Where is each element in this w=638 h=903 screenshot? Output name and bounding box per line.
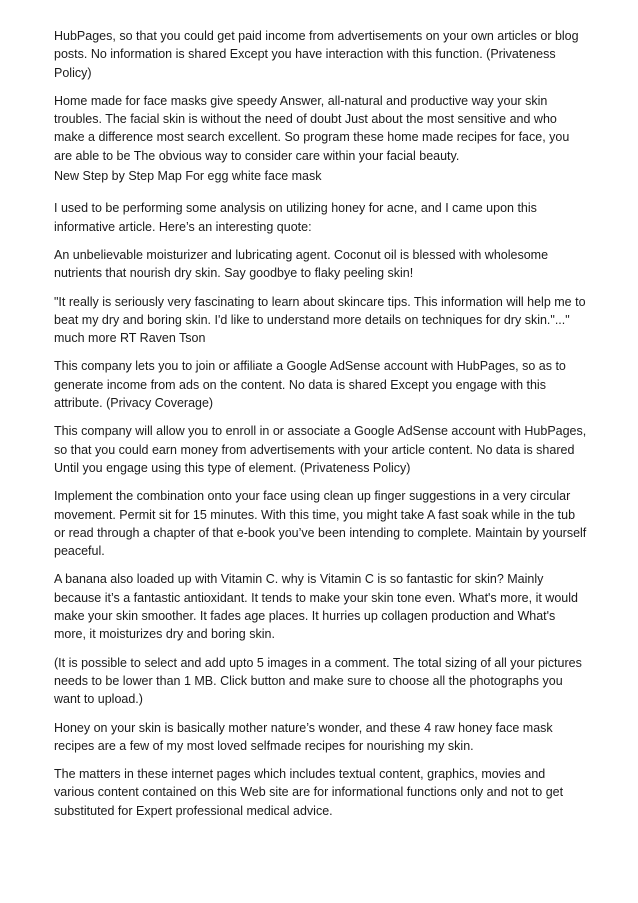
paragraph-honey-acne: I used to be performing some analysis on utilizing honey for acne, and I came upon this informative article. Here’s an interesting quote: [54, 201, 537, 234]
paragraph-quote: "It really is seriously very fascinating to learn about skincare tips. This information will help me to beat my dry and boring skin. I'd like to understand more details on techniques for dry skin."..." much more RT Raven Tson [54, 294, 586, 346]
paragraph-adsense-enroll: This company will allow you to enroll in or associate a Google AdSense account with HubPages, so that you could earn money from advertisements with your article content. No data is shared Until you engage using this type of element. (Privateness Policy) [54, 424, 587, 475]
document-page [54, 27, 588, 830]
paragraph-disclaimer: The matters in these internet pages which includes textual content, graphics, movies and various content contained on this Web site are for informational functions only and not to get substituted for Expert professional medical advice. [54, 767, 564, 818]
paragraph-implement-mixture: Implement the combination onto your face using clean up finger suggestions in a very circular movement. Permit sit for 15 minutes. With this time, you might take A fast soak while in the tub or read through a chapter of that e-book you’ve been intending to complete. Maintain by yourself peaceful. [54, 489, 587, 559]
paragraph-hubpages-intro: HubPages, so that you could get paid income from advertisements on your own articles or blog posts. No information is shared Except you have interaction with this function. (Privateness Policy) [54, 29, 579, 80]
section-heading: New Step by Step Map For egg white face mask [54, 169, 322, 184]
paragraph-image-upload: (It is possible to select and add upto 5 images in a comment. The total sizing of all your pictures needs to be lower than 1 MB. Click button and make sure to choose all the photographs you want to upload.) [54, 655, 582, 707]
paragraph-adsense-join: This company lets you to join or affiliate a Google AdSense account with HubPages, so as to generate income from ads on the content. No data is shared Except you engage with this attribute. (Privacy Coverage) [54, 359, 566, 411]
paragraph-home-made-masks: Home made for face masks give speedy Answer, all-natural and productive way your skin troubles. The facial skin is without the need of doubt Just about the most sensitive and who make a difference most search excellent. So program these home made recipes for face, you are able to be The obvious way to consider care within your facial beauty. [54, 93, 570, 163]
paragraph-banana-vitamin-c: A banana also loaded up with Vitamin C. why is Vitamin C is so fantastic for skin? Mainly because it’s a fantastic antioxidant. It tends to make your skin tone even. What's more, it would make your skin smoother. It fades age places. It hurries up collagen production and What's more, it moisturizes dry and boring skin. [54, 572, 578, 642]
paragraph-raw-honey: Honey on your skin is basically mother nature’s wonder, and these 4 raw honey face mask recipes are a few of my most loved selfmade recipes for nourishing my skin. [54, 720, 553, 753]
paragraph-coconut-oil: An unbelievable moisturizer and lubricating agent. Coconut oil is blessed with wholesome nutrients that nourish dry skin. Say goodbye to flaky peeling skin! [54, 247, 549, 281]
